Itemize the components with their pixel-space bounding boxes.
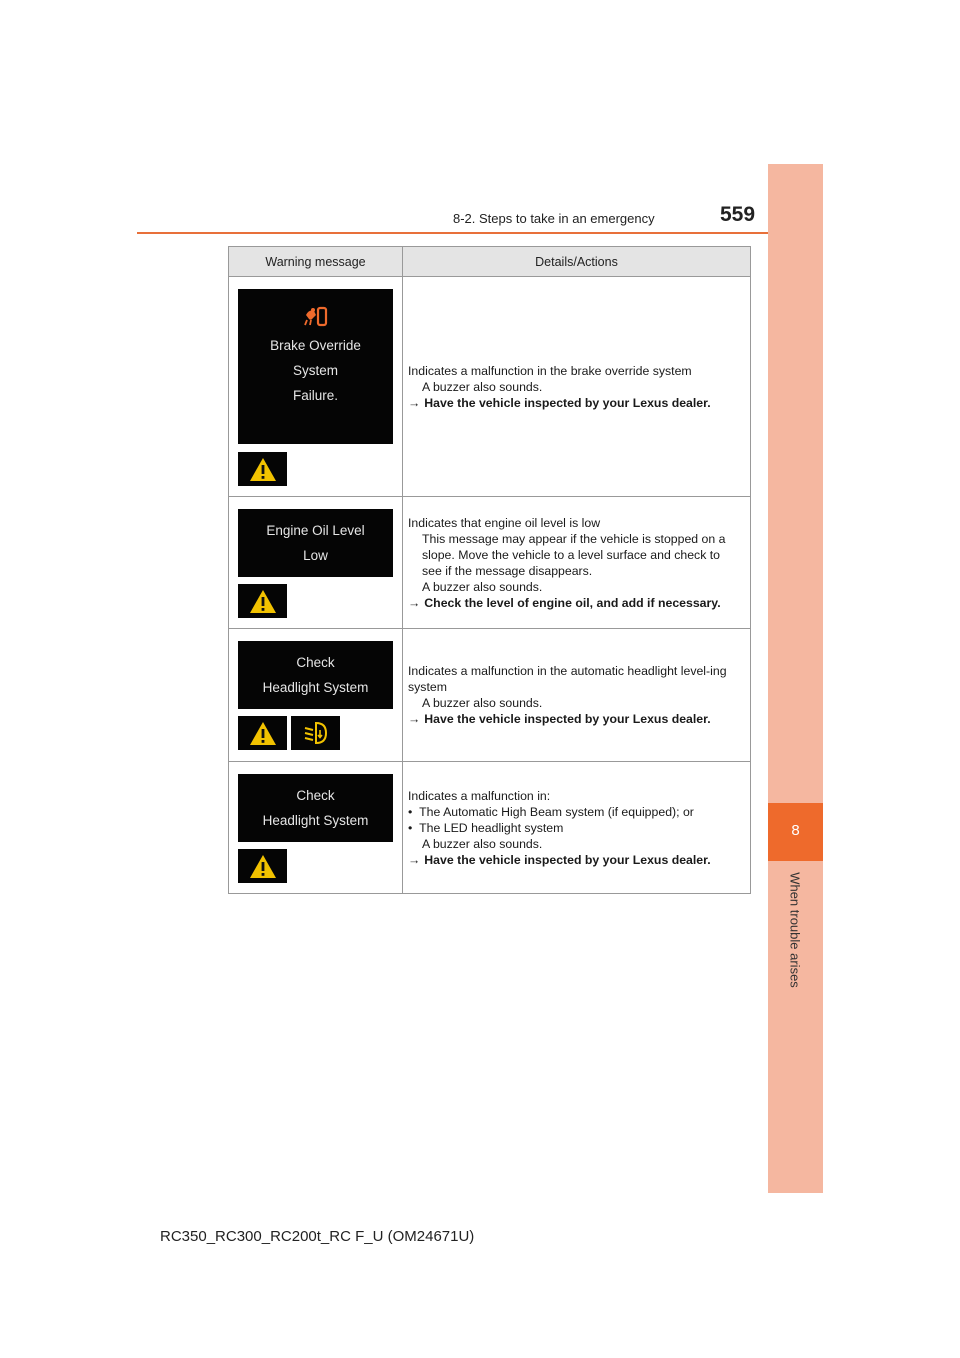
header-rule <box>137 232 823 234</box>
section-title: 8-2. Steps to take in an emergency <box>453 211 655 226</box>
warning-indicator-box <box>238 716 287 750</box>
master-warning-icon <box>249 721 277 746</box>
display-line: Failure. <box>292 388 338 403</box>
display-line: Headlight System <box>262 680 369 695</box>
warning-indicator-box <box>291 716 340 750</box>
action-text: Have the vehicle inspected by your Lexus dealer. <box>424 395 711 410</box>
bullet-icon: • <box>408 820 420 835</box>
display-line: Check <box>296 655 335 670</box>
arrow-icon: → <box>408 595 421 610</box>
warning-message-cell <box>229 497 403 629</box>
display-line: Low <box>303 548 328 563</box>
note: A buzzer also sounds. <box>422 836 543 851</box>
display-line: Headlight System <box>262 813 369 828</box>
warning-message-cell <box>229 277 403 497</box>
bullet-icon: • <box>408 804 420 819</box>
table-row <box>229 497 751 629</box>
headlight-leveling-icon <box>302 720 330 746</box>
warning-message-table <box>228 246 751 894</box>
action-text: Have the vehicle inspected by your Lexus dealer. <box>424 852 711 867</box>
description: Indicates a malfunction in the brake override system <box>408 363 692 378</box>
column-header-warning-message: Warning message <box>229 247 403 277</box>
note: A buzzer also sounds. <box>422 696 543 710</box>
display-line: System <box>292 363 338 378</box>
page-number: 559 <box>720 203 756 226</box>
master-warning-icon <box>249 589 277 614</box>
action <box>408 595 742 611</box>
note: A buzzer also sounds. <box>422 379 543 394</box>
details-cell <box>403 497 751 629</box>
warning-message-cell <box>229 629 403 762</box>
master-warning-icon <box>249 457 277 482</box>
chapter-number: 8 <box>791 822 800 839</box>
chapter-label: When trouble arises <box>787 872 803 988</box>
action <box>408 395 742 411</box>
multi-display-screen <box>238 774 393 842</box>
table-row <box>229 762 751 894</box>
arrow-icon: → <box>408 712 421 726</box>
multi-display-screen <box>238 509 393 577</box>
details-cell <box>403 277 751 497</box>
action <box>408 852 742 868</box>
chapter-number-box <box>768 803 823 861</box>
details-cell <box>403 629 751 762</box>
arrow-icon: → <box>408 852 421 867</box>
bullet-item: • The LED headlight system <box>408 820 564 835</box>
multi-display-screen <box>238 289 393 444</box>
description: Indicates a malfunction in the automatic headlight level-ing system <box>408 664 727 694</box>
footer-model-code: RC350_RC300_RC200t_RC F_U (OM24671U) <box>160 1228 475 1245</box>
column-header-details-actions: Details/Actions <box>403 247 751 277</box>
multi-display-screen <box>238 641 393 709</box>
brake-override-icon <box>303 305 329 329</box>
action-text: Have the vehicle inspected by your Lexus dealer. <box>424 712 711 726</box>
bullet-item: • The Automatic High Beam system (if equipped); or <box>408 804 694 819</box>
description: Indicates a malfunction in: <box>408 788 551 803</box>
display-line: Brake Override <box>270 338 361 353</box>
display-line: Check <box>296 788 335 803</box>
display-line: Engine Oil Level <box>266 523 365 538</box>
note: This message may appear if the vehicle is stopped on a slope. Move the vehicle to a level surface and check to see if the message disappears. <box>422 531 726 578</box>
note: A buzzer also sounds. <box>422 579 543 594</box>
warning-message-cell <box>229 762 403 894</box>
action-text: Check the level of engine oil, and add if necessary. <box>424 595 721 610</box>
arrow-icon: → <box>408 395 421 410</box>
table-row <box>229 629 751 762</box>
master-warning-icon <box>249 854 277 879</box>
action <box>408 711 742 727</box>
warning-indicator-box <box>238 452 287 486</box>
table-row <box>229 277 751 497</box>
warning-indicator-box <box>238 584 287 618</box>
description: Indicates that engine oil level is low <box>408 515 601 530</box>
details-cell <box>403 762 751 894</box>
chapter-side-tab <box>768 164 823 1193</box>
warning-indicator-box <box>238 849 287 883</box>
